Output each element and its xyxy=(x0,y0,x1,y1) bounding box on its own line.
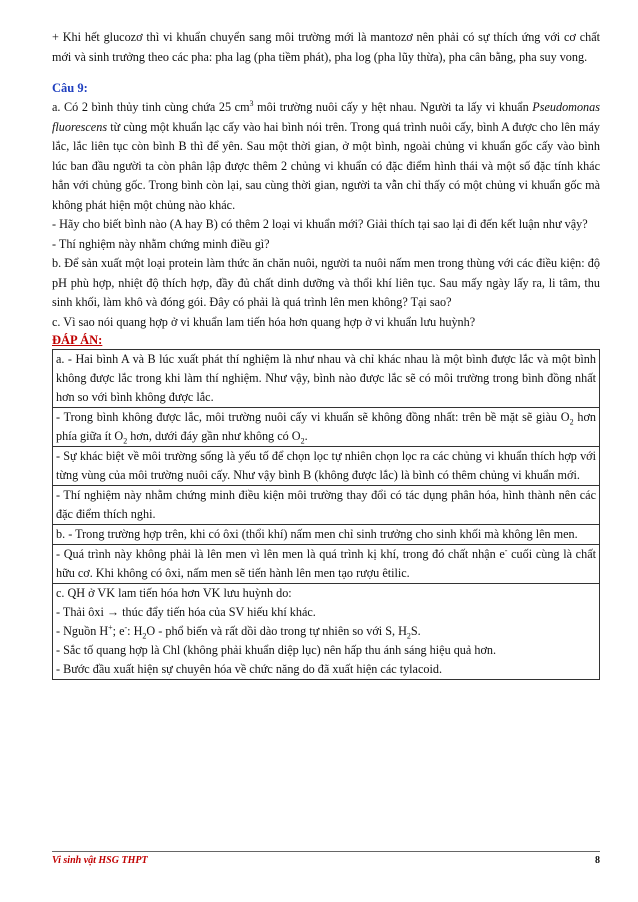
footer-title: Vi sinh vật HSG THPT xyxy=(52,855,148,866)
answer-title: ĐÁP ÁN: xyxy=(52,333,103,347)
answer-b-2: - Quá trình này không phải là lên men vì lên men là quá trình kị khí, trong đó chất nhận e- cuối cùng là chất hữu cơ. Khi không có ôxi, nấm men sẽ tiến hành lên men tạo rượu êtilic. xyxy=(56,545,596,580)
question-a-sub2: - Thí nghiệm này nhằm chứng minh điều gì? xyxy=(52,236,270,251)
page-footer xyxy=(52,851,600,872)
answer-c-line5: - Bước đầu xuất hiện sự chuyên hóa về chức năng do đã xuất hiện các tylacoid. xyxy=(56,662,443,676)
answer-c-line2: - Thải ôxi → thúc đẩy tiến hóa của SV hiếu khí khác. xyxy=(56,605,316,619)
table-row xyxy=(53,525,600,545)
question-a-sub1: - Hãy cho biết bình nào (A hay B) có thêm 2 loại vi khuẩn mới? Giải thích tại sao lại đi đến kết luận như vậy? xyxy=(52,217,588,231)
answer-a-2: - Trong bình không được lắc, môi trường nuôi cấy vi khuẩn sẽ không đồng nhất: trên bề mặt sẽ giàu $O_2$ hơn phía giữa ít $O_2$ hơn, dưới đáy gần như không có $O_2$. xyxy=(56,410,596,446)
document-page xyxy=(52,28,600,680)
table-row xyxy=(53,447,600,486)
intro-paragraph: + Khi hết glucozơ thì vi khuẩn chuyển sang môi trường mới là mantozơ nên phải có sự thích ứng với cơ chất mới và sinh trưởng theo các pha: pha lag (pha tiềm phát), pha log (pha lũy thừa), pha cân bằng, pha suy vong. xyxy=(52,30,600,64)
answer-a-1: a. - Hai bình A và B lúc xuất phát thí nghiệm là như nhau và chỉ khác nhau là một bình được lắc và một bình không được lắc trong khi làm thí nghiệm. Như vậy, bình nào được lắc sẽ có môi trường trong bình đồng nhất hơn so với bình không được lắc. xyxy=(56,352,596,404)
table-row xyxy=(53,545,600,584)
answer-table xyxy=(52,349,600,680)
question-part-a: a. Có 2 bình thủy tinh cùng chứa 25 $cm^3$ môi trường nuôi cấy y hệt nhau. Người ta lấy vi khuẩn Pseudomonas fluorescens từ cùng một khuẩn lạc cấy vào hai bình nói trên. Trong quá trình nuôi cấy, bình A được cho lên máy lắc, lắc liên tục còn bình B thì để yên. Sau một thời gian, ở một bình, ngoài chủng vi khuẩn gốc cấy vào bình lúc ban đầu người ta còn phân lập được thêm 2 chủng vi khuẩn có đặc điểm hình thái và một số đặc tính khác hẳn với chủng gốc. Trong bình còn lại, sau cùng thời gian, người ta vẫn chỉ thấy có một chủng vi khuẩn gốc mà không phát hiện một chủng nào khác. xyxy=(52,98,600,212)
answer-c-line4: - Sắc tố quang hợp là Chl (không phải khuẩn diệp lục) nên hấp thu ánh sáng hiệu quả hơn. xyxy=(56,643,497,657)
table-row xyxy=(53,584,600,680)
question-part-c: c. Vì sao nói quang hợp ở vi khuẩn lam tiến hóa hơn quang hợp ở vi khuẩn lưu huỳnh? xyxy=(52,314,476,329)
table-row xyxy=(53,486,600,525)
table-row xyxy=(53,408,600,447)
answer-b-1: b. - Trong trường hợp trên, khi có ôxi (thổi khí) nấm men chỉ sinh trưởng cho sinh khối mà không lên men. xyxy=(56,527,578,541)
answer-a-4: - Thí nghiệm này nhằm chứng minh điều kiện môi trường thay đổi có tác dụng phân hóa, hình thành nên các đặc điểm thích nghi. xyxy=(56,488,596,521)
answer-c-line1: c. QH ở VK lam tiến hóa hơn VK lưu huỳnh do: xyxy=(56,586,292,600)
species-name: Pseudomonas fluorescens xyxy=(52,100,600,134)
table-row xyxy=(53,350,600,408)
question-title: Câu 9: xyxy=(52,81,88,95)
page-number: 8 xyxy=(595,855,600,866)
answer-a-3: - Sự khác biệt về môi trường sống là yếu tố để chọn lọc tự nhiên chọn lọc ra các chủng vi khuẩn thích hợp với từng vùng của môi trường nuôi cấy. Như vậy bình B (không được lắc) là bình có thêm chủng vi khuẩn mới. xyxy=(56,449,596,482)
answer-c-line3: - Nguồn H+; e-: $H_2O$ - phổ biến và rất dồi dào trong tự nhiên so với S, $H_2S$. xyxy=(56,622,421,641)
question-part-b: b. Để sản xuất một loại protein làm thức ăn chăn nuôi, người ta nuôi nấm men trong thùng với các điều kiện: độ pH phù hợp, nhiệt độ thích hợp, đầy đủ chất dinh dưỡng và thổi khí liên tục. Sau mấy ngày lấy ra, li tâm, thu sinh khối, làm khô và đóng gói. Đây có phải là quá trình lên men không? Tại sao? xyxy=(52,256,600,309)
